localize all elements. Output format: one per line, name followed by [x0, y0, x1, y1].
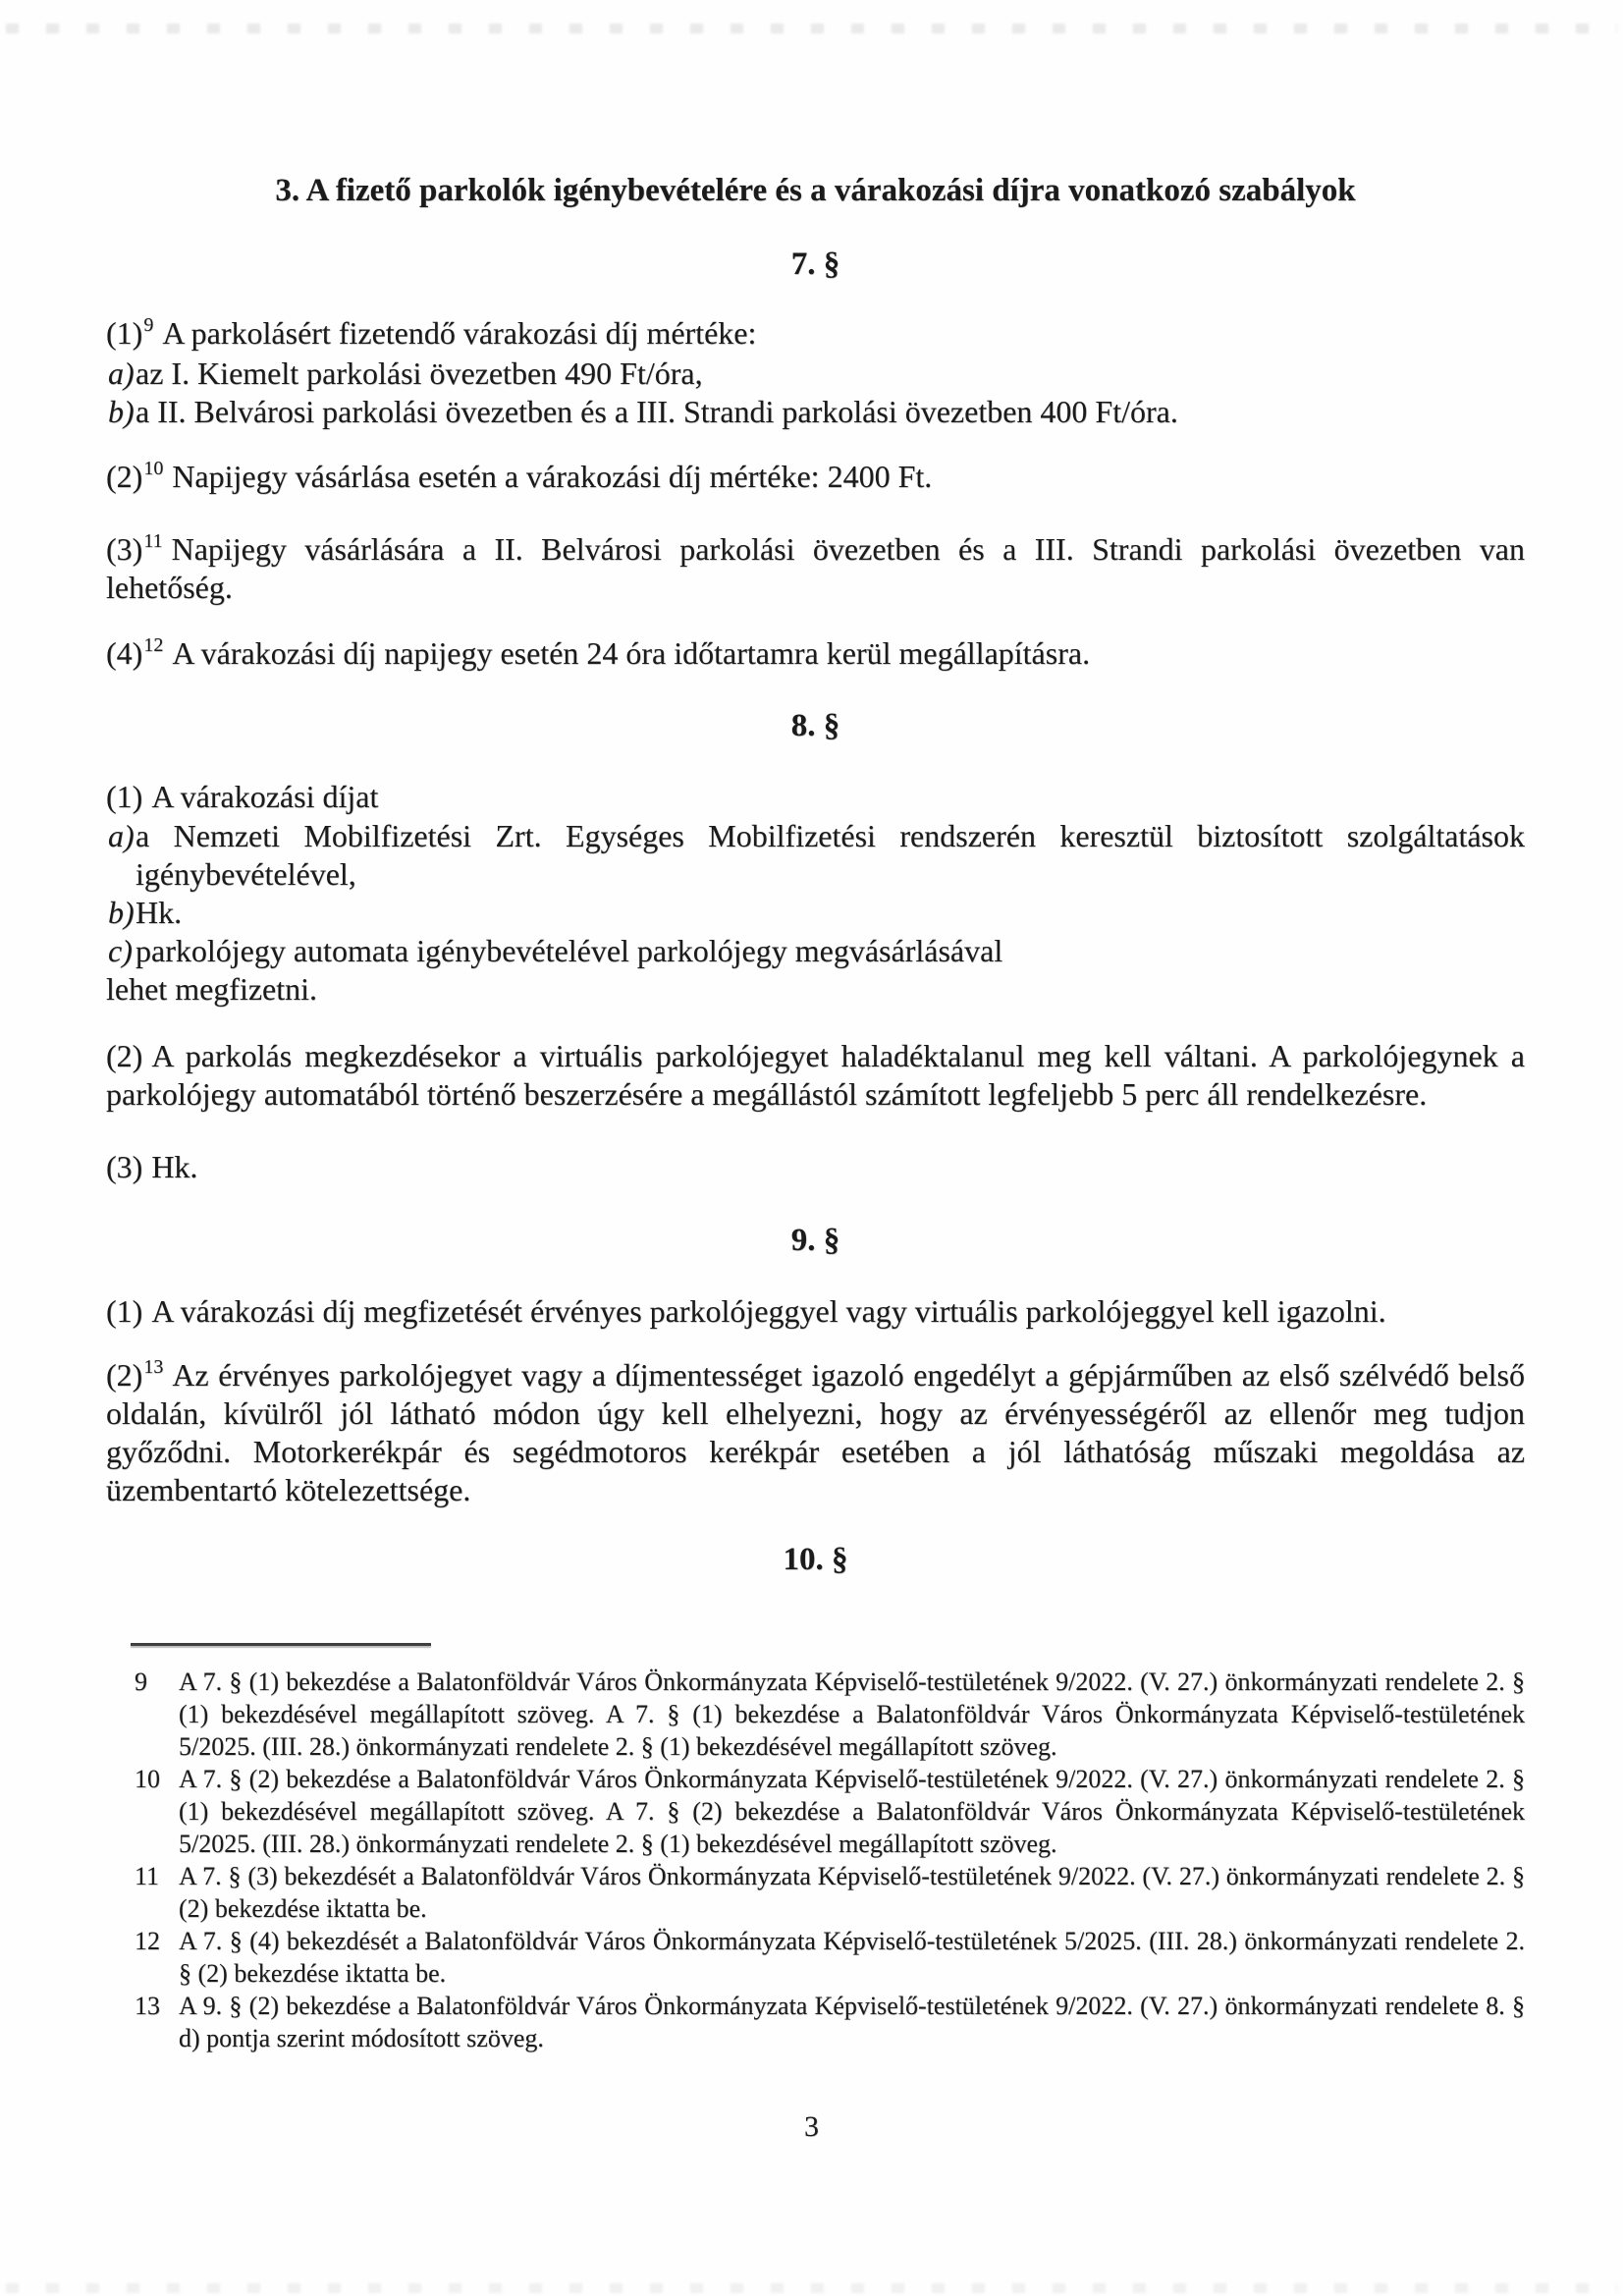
footnote-11: [106, 1860, 1525, 1925]
list-item-text: parkolójegy automata igénybevételével parkolójegy megvásárlásával: [135, 933, 1003, 968]
paragraph-number-text: (4): [106, 635, 143, 671]
footnote-text: A 7. § (1) bekezdése a Balatonföldvár Város Önkormányzata Képviselő-testületének 9/2022. (V. 27.) önkormányzati rendelete 2. § (1) bekezdésével megállapított szöveg. A 7. § (1) bekezdése a Balatonföldvár Város Önkormányzata Képviselő-testületének 5/2025. (III. 28.) önkormányzati rendelete 2. § (1) bekezdésével megállapított szöveg.: [179, 1667, 1525, 1761]
paragraph-text: Az érvényes parkolójegyet vagy a díjmentességet igazoló engedélyt a gépjárműben az első szélvédő belső oldalán, kívülről jól látható módon úgy kell elhelyezni, hogy az érvényességéről az ellenőr meg tudjon győződni. Motorkerékpár és segédmotoros kerékpár esetében a jól láthatóság műszaki megoldása az üzembentartó kötelezettsége.: [106, 1357, 1525, 1507]
paragraph-text: A várakozási díjat: [151, 779, 379, 814]
footnote-ref-13: 13: [143, 1356, 164, 1378]
paragraph-number: [106, 531, 172, 567]
footnote-ref-10: 10: [143, 458, 164, 479]
list-marker-a: a): [108, 818, 135, 853]
paragraph-9-1: [106, 1292, 1525, 1331]
paragraph-number-text: (3): [106, 1149, 143, 1184]
list-marker-c: c): [108, 933, 133, 968]
paragraph-number-text: (1): [106, 315, 143, 351]
list-item-text: a Nemzeti Mobilfizetési Zrt. Egységes Mobilfizetési rendszerén keresztül biztosított szolgáltatások igénybevételével,: [135, 818, 1525, 892]
footnote-text: A 7. § (3) bekezdését a Balatonföldvár Város Önkormányzata Képviselő-testületének 9/2022. (V. 27.) önkormányzati rendelete 2. § (2) bekezdése iktatta be.: [179, 1862, 1525, 1923]
list-marker-b: b): [108, 895, 135, 930]
footnote-number: 10: [135, 1765, 160, 1793]
list-marker-a: a): [108, 355, 135, 391]
section-10-heading: 10. §: [783, 1542, 848, 1577]
paragraph-text: A parkolásért fizetendő várakozási díj mértéke:: [162, 315, 757, 351]
footnote-ref-12: 12: [143, 634, 164, 656]
paragraph-text: Hk.: [151, 1149, 198, 1184]
footnote-9: [106, 1666, 1525, 1763]
paragraph-8-closing: lehet megfizetni.: [106, 971, 318, 1007]
list-marker-b: b): [108, 394, 135, 429]
paragraph-text: A parkolás megkezdésekor a virtuális parkolójegyet haladéktalanul meg kell váltani. A parkolójegynek a parkolójegy automatából történő beszerzésére a megállástól számított legfeljebb 5 perc áll rendelkezésre.: [106, 1038, 1525, 1112]
footnote-text: A 9. § (2) bekezdése a Balatonföldvár Város Önkormányzata Képviselő-testületének 9/2022. (V. 27.) önkormányzati rendelete 8. § d) pontja szerint módosított szöveg.: [179, 1992, 1525, 2052]
paragraph-8-2: [106, 1037, 1525, 1114]
paragraph-number: [106, 635, 172, 671]
paragraph-number-text: (1): [106, 1293, 143, 1329]
list-item-text: az I. Kiemelt parkolási övezetben 490 Ft/óra,: [135, 355, 703, 391]
list-item-8b: [106, 894, 1525, 932]
footnotes-block: [106, 1666, 1525, 2054]
paragraph-number: [106, 1293, 151, 1329]
footnote-number: 9: [135, 1667, 147, 1696]
section-9-heading: 9. §: [790, 1223, 840, 1258]
paragraph-number: [106, 1149, 151, 1184]
paragraph-text: Napijegy vásárlására a II. Belvárosi parkolási övezetben és a III. Strandi parkolási övezetben van lehetőség.: [106, 531, 1525, 605]
paragraph-7-4: [106, 634, 1525, 673]
footnote-12: [106, 1925, 1525, 1990]
page-content: [106, 0, 1525, 2054]
paragraph-8-1: [106, 778, 1525, 816]
list-item-8a: [106, 817, 1525, 894]
paragraph-number-text: (2): [106, 1357, 143, 1393]
footnote-text: A 7. § (4) bekezdését a Balatonföldvár Város Önkormányzata Képviselő-testületének 5/2025. (III. 28.) önkormányzati rendelete 2. § (2) bekezdése iktatta be.: [179, 1927, 1525, 1988]
footnote-ref-9: 9: [143, 314, 154, 336]
paragraph-9-2: [106, 1356, 1525, 1509]
paragraph-number-text: (1): [106, 779, 143, 814]
paragraph-text: A várakozási díj napijegy esetén 24 óra időtartamra kerül megállapításra.: [172, 635, 1091, 671]
paragraph-number: [106, 779, 151, 814]
paragraph-number-text: (2): [106, 459, 143, 494]
footnote-number: 12: [135, 1927, 160, 1955]
list-item-8c: [106, 932, 1525, 970]
paragraph-text: Napijegy vásárlása esetén a várakozási díj mértéke: 2400 Ft.: [172, 459, 933, 494]
paragraph-7-1: [106, 314, 1525, 353]
paragraph-number-text: (2): [106, 1038, 143, 1073]
chapter-heading: 3. A fizető parkolók igénybevételére és a várakozási díjra vonatkozó szabályok: [275, 173, 1356, 208]
scan-artifact-bottom: [6, 2283, 1617, 2293]
footnote-divider: [131, 1643, 431, 1646]
footnote-number: 13: [135, 1992, 160, 2020]
footnote-text: A 7. § (2) bekezdése a Balatonföldvár Város Önkormányzata Képviselő-testületének 9/2022. (V. 27.) önkormányzati rendelete 2. § (1) bekezdésével megállapított szöveg. A 7. § (2) bekezdése a Balatonföldvár Város Önkormányzata Képviselő-testületének 5/2025. (III. 28.) önkormányzati rendelete 2. § (1) bekezdésével megállapított szöveg.: [179, 1765, 1525, 1858]
list-item-7b: [106, 393, 1525, 431]
paragraph-number: [106, 1357, 172, 1393]
footnote-10: [106, 1763, 1525, 1860]
footnote-ref-11: 11: [143, 530, 163, 552]
paragraph-number: [106, 459, 172, 494]
footnote-number: 11: [135, 1862, 160, 1890]
paragraph-7-3: [106, 530, 1525, 607]
section-7-heading: 7. §: [790, 246, 840, 282]
paragraph-text: A várakozási díj megfizetését érvényes parkolójeggyel vagy virtuális parkolójeggyel kell igazolni.: [151, 1293, 1386, 1329]
list-item-text: Hk.: [135, 895, 183, 930]
paragraph-7-2: [106, 458, 1525, 496]
paragraph-number: [106, 315, 162, 351]
section-8-heading: 8. §: [790, 708, 840, 743]
page-number: 3: [804, 2110, 819, 2143]
list-item-text: a II. Belvárosi parkolási övezetben és a III. Strandi parkolási övezetben 400 Ft/óra.: [135, 394, 1178, 429]
paragraph-number: [106, 1038, 151, 1073]
list-item-7a: [106, 355, 1525, 393]
paragraph-number-text: (3): [106, 531, 143, 567]
footnote-13: [106, 1990, 1525, 2054]
paragraph-8-3: [106, 1148, 1525, 1186]
